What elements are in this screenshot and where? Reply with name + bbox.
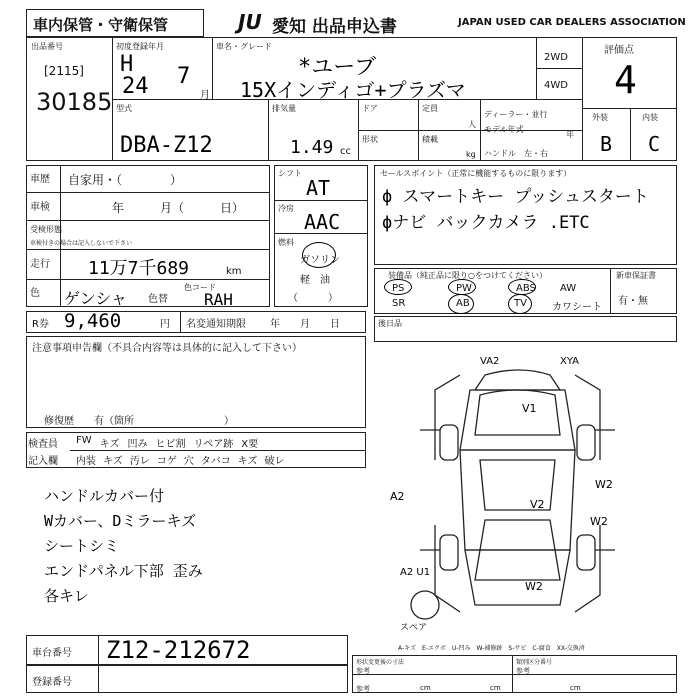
recycle-value: 9,460 [64, 310, 122, 332]
fuel-other: （ ） [288, 293, 338, 304]
ext-grade: B [600, 132, 613, 156]
lot-label: 出品番号 [31, 42, 63, 51]
name-change-label: 名変通知期限 [186, 319, 246, 330]
row2-item: タバコ [200, 456, 231, 467]
equip-sr: SR [392, 298, 406, 309]
mark-va2: VA2 [480, 356, 500, 367]
equipment-label: 装備品（純正品に限り○をつけてください） [388, 271, 547, 280]
row1-item: リペア跡 [193, 439, 234, 450]
equip-pw-circle [448, 279, 476, 295]
recycle-unit: 円 [160, 319, 170, 330]
equip-aw: AW [560, 283, 577, 294]
equip-abs-circle [508, 279, 536, 295]
row1-item: 凹み [127, 439, 148, 450]
model-name-line1: *ユーブ [298, 55, 377, 80]
type-value: DBA-Z12 [120, 133, 213, 158]
row2-item: 内装 [76, 456, 96, 467]
row1-item: FW [76, 435, 92, 446]
inspection-label: 車検 [30, 202, 50, 213]
row2-item: キズ [103, 456, 123, 467]
registration-block [26, 665, 348, 693]
mark-a2: A2 [390, 490, 405, 503]
load-label: 積載 [422, 135, 438, 144]
history-label: 車歴 [30, 174, 50, 185]
org-title: 愛知 出品申込書 [272, 17, 397, 37]
lot-number: 30185 [36, 88, 113, 116]
notes-label: 注意事項申告欄（不具合内容等は具体的に記入して下さい） [32, 343, 302, 354]
model-year-unit: 年 [566, 130, 574, 139]
mark-w2-b: W2 [590, 515, 608, 528]
row2-item: 汚レ [129, 456, 150, 467]
warranty-label: 新車保証書 [616, 271, 656, 280]
mileage-unit: km [226, 266, 242, 277]
inspection-value: 年 月（ 日） [112, 201, 245, 215]
row1-item: ヒビ割 [155, 439, 186, 450]
type-class-label: 類別区分番号 [516, 659, 553, 666]
equip-ab: AB [456, 298, 470, 309]
name-change-value: 年 月 日 [270, 319, 340, 330]
handwritten-notes [44, 484, 203, 609]
history-value: 自家用・（ ） [68, 173, 183, 187]
mark-a2-u1: A2 U1 [400, 567, 431, 578]
mark-xya: XYA [560, 356, 580, 367]
equip-tv: TV [514, 298, 527, 309]
row1-item: キズ [99, 439, 120, 450]
first-reg-era: H [120, 52, 134, 77]
equip-tv-circle [508, 294, 532, 314]
spare-label: スペア [400, 623, 428, 633]
chassis-label: 車台番号 [32, 648, 72, 659]
model-name-line2: 15Xインディゴ+プラズマ [240, 78, 466, 102]
equip-ps: PS [392, 283, 405, 294]
equip-ps-circle [384, 279, 412, 295]
hw-note: エンドパネル下部 歪み [44, 562, 203, 580]
sales-line2: ϕナビ バックカメラ .ETC [382, 213, 590, 233]
equip-leather: カワシート [552, 302, 602, 313]
car-diagram [390, 350, 670, 640]
model-name-label: 車名・グレード [216, 42, 272, 51]
color-label: 色 [30, 288, 40, 299]
shape-change-label: 形状変更後の寸法 [356, 659, 405, 666]
ac-label: 冷房 [278, 204, 294, 213]
color-change-label: 色替 [148, 294, 168, 305]
shift-label: シフト [278, 169, 302, 178]
remarks-label: 後日品 [378, 319, 402, 328]
ref-a: 参考 [356, 667, 370, 675]
color-code-label: 色コード [184, 283, 216, 292]
color-code-value: RAH [204, 290, 233, 309]
capacity-label: 定員 [422, 104, 438, 113]
recycle-label: R券 [32, 319, 49, 330]
color-value: ゲンシャ [64, 289, 127, 308]
sales-label: セールスポイント（正常に機能するものに限ります） [380, 169, 572, 178]
receipt-note: 車検付きの場合は記入しないで下さい [30, 240, 133, 247]
model-year-label: モデル年式 [484, 125, 524, 134]
warranty-value: 有・無 [618, 296, 648, 307]
hw-note: 各キレ [44, 587, 89, 605]
drive-4wd: 4WD [544, 80, 568, 91]
ext-label: 外装 [592, 113, 608, 122]
receipt-label: 受検形態 [30, 225, 62, 234]
displacement-label: 排気量 [272, 104, 296, 113]
shape-label: 形状 [362, 135, 378, 144]
type-label: 型式 [116, 104, 132, 113]
row1-item: X要 [241, 439, 259, 450]
first-reg-label: 初度登録年月 [116, 42, 164, 51]
cm-b: cm [490, 684, 501, 692]
storage-label: 車内保管・守衛保管 [33, 16, 169, 34]
cm-a: cm [420, 684, 431, 692]
inspector-row2 [76, 452, 285, 467]
lot-sub: [2115] [44, 64, 84, 78]
handle-label: ハンドル 左・右 [484, 149, 548, 158]
chassis-value: Z12-212672 [106, 636, 251, 664]
registration-label: 登録番号 [32, 677, 72, 688]
first-reg-month-unit: 月 [200, 90, 210, 101]
storage-box [26, 9, 204, 37]
displacement-value: 1.49 [290, 137, 334, 158]
inspector-label: 検査員 [28, 439, 58, 450]
mark-w2-a: W2 [595, 478, 613, 491]
mark-v2: V2 [530, 498, 545, 511]
entry-label: 記入欄 [28, 456, 58, 467]
row2-item: 破レ [264, 456, 285, 467]
shift-value: AT [306, 176, 331, 200]
inspector-row1 [76, 435, 258, 450]
first-reg-month: 7 [177, 64, 191, 89]
mileage-label: 走行 [30, 259, 50, 270]
equip-pw: PW [456, 283, 472, 294]
dealer-label: ディーラー・並行 [484, 110, 548, 119]
capacity-unit: 人 [468, 120, 476, 129]
equip-ab-circle [448, 294, 474, 314]
hw-note: シートシミ [44, 537, 120, 555]
displacement-unit: cc [340, 146, 351, 157]
load-unit: kg [466, 150, 476, 159]
grade-value: 4 [614, 58, 637, 102]
grade-label: 評価点 [604, 45, 634, 56]
int-label: 内装 [642, 113, 658, 122]
mark-w2-c: W2 [525, 580, 543, 593]
fuel-circle [302, 242, 336, 268]
fuel-gas: ガソリン [300, 255, 340, 266]
doors-label: ドア [362, 104, 378, 113]
drive-2wd: 2WD [544, 52, 568, 63]
first-reg-year: 24 [122, 74, 149, 99]
mark-v1: V1 [522, 402, 537, 415]
ref-c: 参考 [356, 685, 370, 693]
cm-c: cm [570, 684, 581, 692]
repair-history: 修復歴 有（箇所 ） [44, 416, 234, 427]
ac-value: AAC [304, 210, 341, 234]
mileage-value: 11万7千689 [88, 258, 190, 279]
int-grade: C [648, 132, 661, 156]
hw-note: Wカバー、Dミラーキズ [44, 512, 197, 530]
org-en: JAPAN USED CAR DEALERS ASSOCIATION [458, 17, 686, 28]
row2-item: キズ [237, 456, 258, 467]
hw-note: ハンドルカバー付 [44, 487, 165, 505]
ju-logo: JU [238, 10, 262, 34]
sales-line1: ϕ スマートキー プッシュスタート [382, 187, 649, 207]
row2-item: 穴 [183, 456, 194, 467]
remarks-block [374, 316, 677, 342]
fuel-label: 燃料 [278, 238, 294, 247]
diagram-legend: A-キズ E-エクボ U-凹み W-補修跡 S-サビ C-腐食 XX-交換済 [398, 645, 585, 652]
fuel-diesel: 軽 油 [300, 275, 330, 286]
row2-item: コゲ [156, 456, 177, 467]
ref-b: 参考 [516, 667, 530, 675]
equip-abs: ABS [516, 283, 536, 294]
